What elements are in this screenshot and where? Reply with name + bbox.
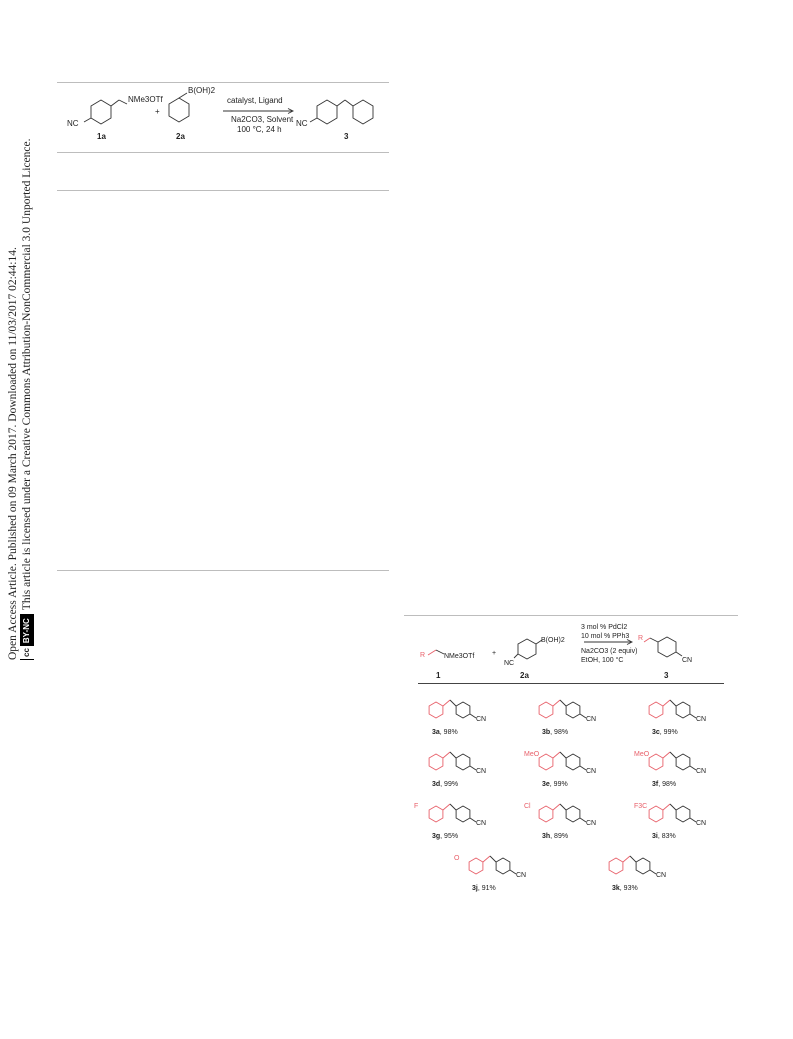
- conditions-top: catalyst, Ligand: [227, 96, 283, 105]
- product-3f-ring-cn: [676, 754, 690, 770]
- scope-plus: +: [492, 650, 497, 657]
- product-3j-ch2: [483, 856, 490, 862]
- product-3g-ch2: [443, 804, 450, 810]
- scope-cond-2: 10 mol % PPh3: [581, 633, 630, 640]
- table-end-rule: [57, 570, 389, 571]
- product-3j-link: [490, 856, 496, 862]
- scope-cond-3: Na2CO3 (2 equiv): [581, 648, 638, 655]
- product-3j-label: 3j, 91%: [472, 885, 496, 892]
- scope-amm: NMe3OTf: [444, 653, 475, 660]
- product-3g-cn: CN: [476, 820, 487, 827]
- reagent-2a-label: 2a: [176, 132, 185, 141]
- product-3b-ring-r: [539, 702, 553, 718]
- product-3e-substituent: MeO: [524, 751, 540, 758]
- product-3k-ring-r: [609, 858, 623, 874]
- cc-icon: cc: [20, 646, 34, 659]
- product-3c-ring-cn: [676, 702, 690, 718]
- product-3h-ring-r: [539, 806, 553, 822]
- product-3d-link: [450, 752, 456, 758]
- scope-reagent-2a-label: 2a: [520, 671, 529, 680]
- product-3g-ring-cn: [456, 806, 470, 822]
- product-3f-cn: CN: [696, 768, 707, 775]
- product-3a-ring-cn: [456, 702, 470, 718]
- product-3e-link: [560, 752, 566, 758]
- product-3a-label: 3a, 98%: [432, 729, 458, 736]
- product-3j-cn: CN: [516, 872, 527, 879]
- product-3c-label: 3c, 99%: [652, 729, 678, 736]
- cc-badge[interactable]: [20, 614, 34, 660]
- product-3a-ring-r: [429, 702, 443, 718]
- product-3j-ring-r: [469, 858, 483, 874]
- product-3k-cn: CN: [656, 872, 667, 879]
- product-3d-ch2: [443, 752, 450, 758]
- product-3i-ring-r: [649, 806, 663, 822]
- scope-product-cn: CN: [682, 657, 693, 664]
- reagent-2a-boronic: B(OH)2: [188, 86, 216, 95]
- product-3e-label: 3e, 99%: [542, 781, 568, 788]
- product-3f-link: [670, 752, 676, 758]
- product-3i-substituent: F3C: [634, 803, 648, 810]
- product-3f-ring-r: [649, 754, 663, 770]
- conditions-bottom: 100 °C, 24 h: [237, 125, 282, 134]
- product-grid: [414, 690, 728, 905]
- scope-mid-rule: [418, 683, 724, 684]
- product-3g-label: 3g, 95%: [432, 833, 459, 840]
- product-3e-ring-cn: [566, 754, 580, 770]
- product-3h-cn: CN: [586, 820, 597, 827]
- product-3g-substituent: F: [414, 803, 419, 810]
- scope-nc: NC: [504, 660, 515, 667]
- products-drawing: [414, 690, 728, 905]
- product-3f-ch2: [663, 752, 670, 758]
- scope-product-r: R: [638, 635, 644, 642]
- reagent-1a-label: 1a: [97, 132, 106, 141]
- product-3b-ring-cn: [566, 702, 580, 718]
- product-3e-ring-r: [539, 754, 553, 770]
- product-3d-ring-r: [429, 754, 443, 770]
- product-3e-cn: CN: [586, 768, 597, 775]
- product-3c-link: [670, 700, 676, 706]
- plus-sign: +: [155, 107, 160, 116]
- product-nc: NC: [296, 119, 308, 128]
- product-3h-ch2: [553, 804, 560, 810]
- table-bottom-rule: [57, 190, 389, 191]
- product-3b-link: [560, 700, 566, 706]
- product-3k-label: 3k, 93%: [612, 885, 638, 892]
- product-3h-ring-cn: [566, 806, 580, 822]
- table-mid-rule: [57, 152, 389, 153]
- product-3c-ch2: [663, 700, 670, 706]
- product-3k-link: [630, 856, 636, 862]
- product-3a-link: [450, 700, 456, 706]
- cc-badge-label: BY-NC: [21, 615, 33, 646]
- product-3d-cn: CN: [476, 768, 487, 775]
- scope-r-label: R: [420, 652, 426, 659]
- product-3b-label: 3b, 98%: [542, 729, 569, 736]
- scope-cond-1: 3 mol % PdCl2: [581, 624, 628, 631]
- product-3a-ch2: [443, 700, 450, 706]
- product-3f-substituent: MeO: [634, 751, 650, 758]
- conditions-mid: Na2CO3, Solvent: [231, 115, 294, 124]
- product-3h-substituent: Cl: [524, 803, 531, 810]
- product-3c-ring-r: [649, 702, 663, 718]
- product-3c-cn: CN: [696, 716, 707, 723]
- product-3g-ring-r: [429, 806, 443, 822]
- table-top-rule: [57, 82, 389, 83]
- product-3h-label: 3h, 89%: [542, 833, 569, 840]
- product-3j-substituent: O: [454, 855, 460, 862]
- product-3i-ring-cn: [676, 806, 690, 822]
- product-3d-label: 3d, 99%: [432, 781, 459, 788]
- product-3i-cn: CN: [696, 820, 707, 827]
- product-3k-ch2: [623, 856, 630, 862]
- side-line-license: [20, 100, 34, 660]
- product-3d-ring-cn: [456, 754, 470, 770]
- product-3k-ring-cn: [636, 858, 650, 874]
- reagent-1a-nc: NC: [67, 119, 79, 128]
- product-3h-link: [560, 804, 566, 810]
- product-3i-ch2: [663, 804, 670, 810]
- product-3e-ch2: [553, 752, 560, 758]
- product-3a-cn: CN: [476, 716, 487, 723]
- product-3b-ch2: [553, 700, 560, 706]
- product-3i-label: 3i, 83%: [652, 833, 676, 840]
- scope-cond-4: EtOH, 100 °C: [581, 657, 624, 664]
- side-license-text: [6, 100, 34, 660]
- reagent-1a-amm: NMe3OTf: [128, 95, 163, 104]
- scope-reagent-1-label: 1: [436, 671, 441, 680]
- product-label: 3: [344, 132, 349, 141]
- product-3i-link: [670, 804, 676, 810]
- product-3j-ring-cn: [496, 858, 510, 874]
- scope-product-label: 3: [664, 671, 669, 680]
- scope-boronic: B(OH)2: [541, 637, 565, 644]
- scope-header-scheme: [418, 620, 728, 682]
- scope-top-rule: [404, 615, 738, 616]
- product-3g-link: [450, 804, 456, 810]
- product-3b-cn: CN: [586, 716, 597, 723]
- product-3f-label: 3f, 98%: [652, 781, 677, 788]
- optimization-scheme: [57, 84, 389, 150]
- license-line-text: This article is licensed under a Creative Commons Attribution-NonCommercial 3.0 Unported Licence.: [21, 138, 33, 611]
- side-line-published: Open Access Article. Published on 09 March 2017. Downloaded on 11/03/2017 02:44:14.: [7, 247, 19, 660]
